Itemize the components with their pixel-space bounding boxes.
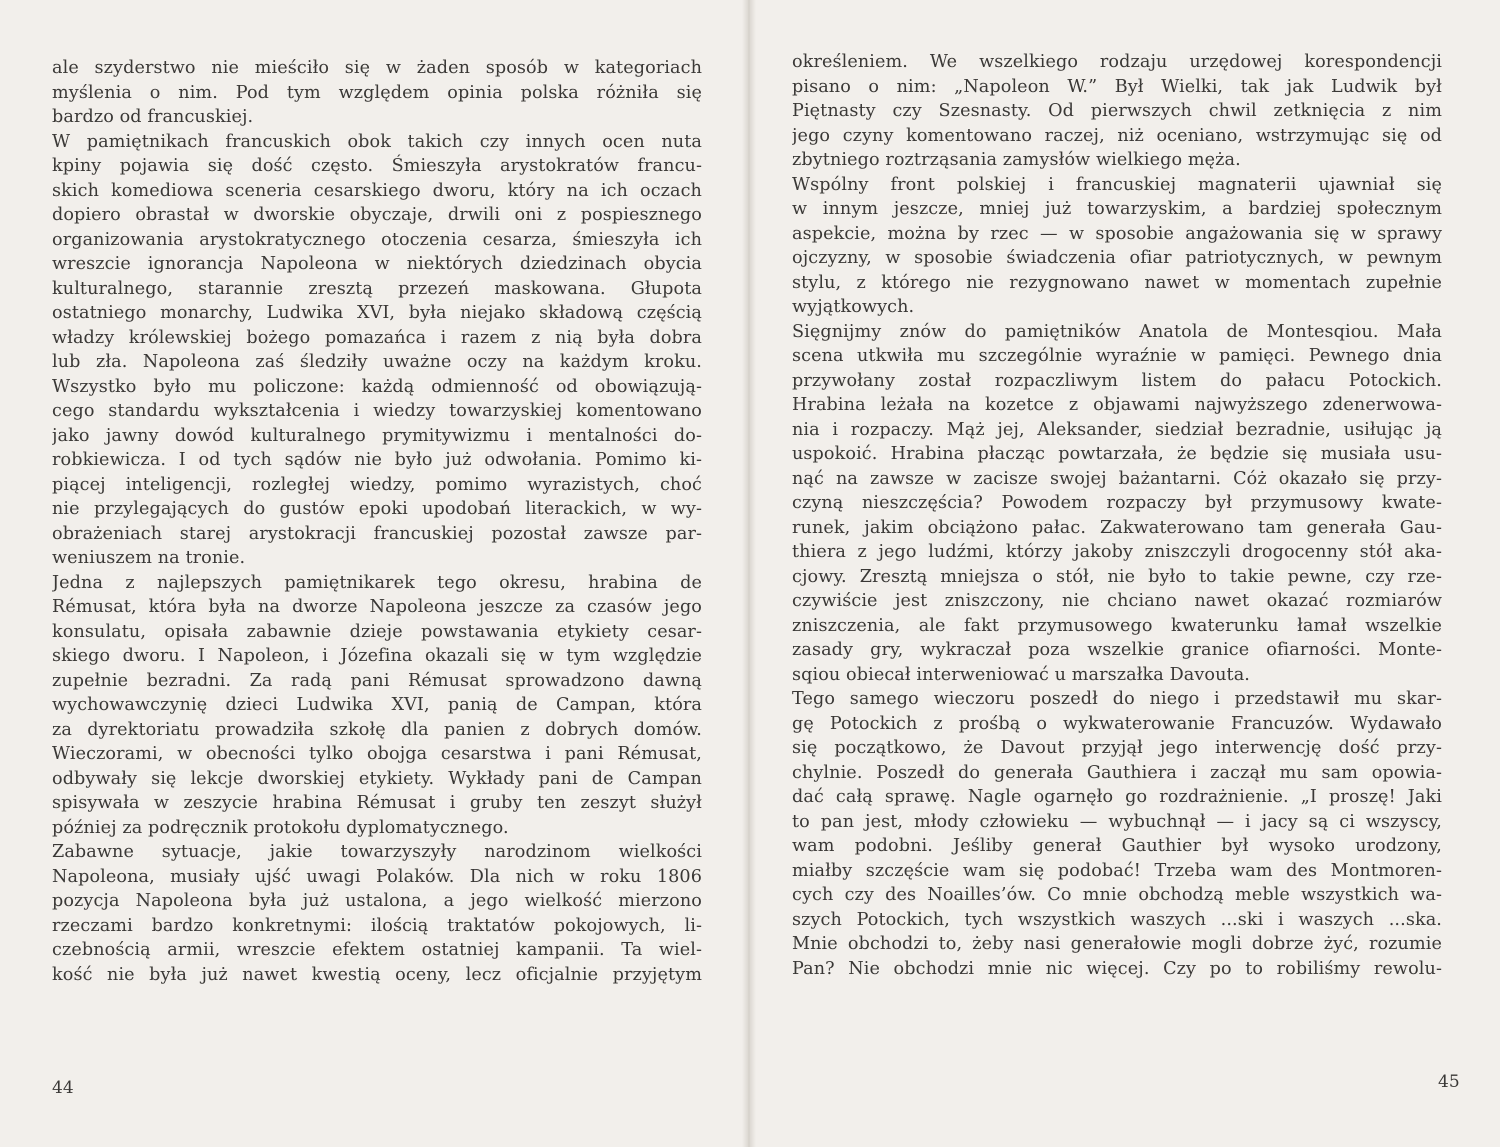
right-page (748, 0, 1500, 1147)
text-line: runek, jakim obciążono pałac. Zakwaterowano tam generała Gau- (792, 517, 1442, 538)
text-line: zupełnie bezradni. Za radą pani Rémusat sprowadzono dawną (52, 670, 702, 691)
left-page-number: 44 (52, 1078, 74, 1098)
text-line: wychowawczynię dzieci Ludwika XVI, panią de Campan, która (52, 695, 702, 715)
text-line: później za podręcznik protokołu dyplomatycznego. (52, 817, 509, 838)
text-line: dać całą sprawę. Nagle ogarnęło go rozdrażnienie. „I proszę! Jaki (792, 787, 1442, 807)
text-line: skich komediowa sceneria cesarskiego dworu, który na ich oczach (52, 180, 702, 201)
left-page (0, 0, 748, 1147)
book-gutter (742, 0, 756, 1147)
text-line: odbywały się lekcje dworskiej etykiety. Wykłady pani de Campan (52, 768, 702, 789)
text-line: nie przylegających do gustów epoki upodobań literackich, w wy- (52, 499, 702, 519)
text-line: nąć na zawsze w zacisze swojej bażantarni. Cóż okazało się przy- (792, 468, 1442, 489)
text-line: piącej inteligencji, rozległej wiedzy, pomimo wyrazistych, choć (52, 474, 702, 495)
text-line: Sięgnijmy znów do pamiętników Anatola de Montesqiou. Mała (792, 321, 1442, 342)
text-line: czywiście jest zniszczony, nie chciano nawet okazać rozmiarów (792, 591, 1442, 611)
text-line: weniuszem na tronie. (52, 548, 246, 568)
text-line: władzy królewskiej bożego pomazańca i razem z nią była dobra (52, 327, 702, 348)
text-line: obrażeniach starej arystokracji francuskiej pozostał zawsze par- (52, 523, 702, 544)
text-line: się początkowo, że Davout przyjął jego interwencję dość przy- (792, 738, 1442, 758)
text-line: przywołany został rozpaczliwym listem do pałacu Potockich. (792, 370, 1442, 391)
text-line: aspekcie, można by rzec — w sposobie angażowania się w sprawy (792, 223, 1442, 244)
text-line: pisano o nim: „Napoleon W.” Był Wielki, tak jak Ludwik był (792, 76, 1442, 97)
text-line: Hrabina leżała na kozetce z objawami najwyższego zdenerwowa- (792, 395, 1442, 415)
text-line: jako jawny dowód kulturalnego prymitywizmu i mentalności do- (52, 425, 702, 446)
text-line: zniszczenia, ale fakt przymusowego kwaterunku łamał wszelkie (792, 615, 1442, 636)
text-line: konsulatu, opisała zabawnie dzieje powstawania etykiety cesar- (52, 621, 702, 642)
text-line: czebnością armii, wreszcie efektem ostatniej kampanii. Ta wiel- (52, 940, 702, 960)
text-line: kpiny pojawia się dość często. Śmieszyła arystokratów francu- (52, 156, 702, 176)
right-page-number: 45 (1438, 1072, 1460, 1092)
text-line: miałby szczęście wam się podobać! Trzeba wam des Montmoren- (792, 860, 1442, 881)
text-line: czyną nieszczęścia? Powodem rozpaczy był przymusowy kwate- (792, 493, 1442, 513)
text-line: zasady gry, wykraczał poza wszelkie granice ofiarności. Monte- (792, 640, 1442, 660)
text-line: uspokoić. Hrabina płacząc powtarzała, że będzie się musiała usu- (792, 444, 1442, 464)
text-line: lub zła. Napoleona zaś śledziły uważne oczy na każdym kroku. (52, 352, 702, 372)
text-line: thiera z jego ludźmi, którzy jakoby zniszczyli drogocenny stół aka- (792, 542, 1442, 562)
text-line: dopiero obrastał w dworskie obyczaje, drwili oni z pospiesznego (52, 205, 702, 225)
text-line: gę Potockich z prośbą o wykwaterowanie Francuzów. Wydawało (792, 713, 1442, 734)
text-line: myślenia o nim. Pod tym względem opinia polska różniła się (52, 82, 702, 103)
text-line: cjowy. Zresztą mniejsza o stół, nie było to takie pewne, czy rze- (792, 566, 1442, 587)
text-line: Wszystko było mu policzone: każdą odmienność od obowiązują- (52, 376, 702, 397)
text-line: rzeczami bardzo konkretnymi: ilością traktatów pokojowych, li- (52, 915, 702, 936)
text-line: za dyrektoriatu prowadziła szkołę dla panien z dobrych domów. (52, 719, 702, 740)
text-line: Piętnasty czy Szesnasty. Od pierwszych chwil zetknięcia z nim (792, 101, 1442, 121)
text-line: jego czyny komentowano raczej, niż oceniano, wstrzymując się od (792, 125, 1442, 146)
text-line: stylu, z którego nie rezygnowano nawet w momentach zupełnie (792, 272, 1442, 293)
text-line: wreszcie ignorancja Napoleona w niektórych dziedzinach obycia (52, 254, 702, 274)
text-line: robkiewicza. I od tych sądów nie było już odwołania. Pomimo ki- (52, 450, 702, 470)
text-line: W pamiętnikach francuskich obok takich czy innych ocen nuta (52, 131, 702, 152)
text-line: Wieczorami, w obecności tylko obojga cesarstwa i pani Rémusat, (52, 744, 702, 764)
text-line: szych Potockich, tych wszystkich waszych ...ski i waszych ...ska. (792, 909, 1442, 930)
text-line: spisywała w zeszycie hrabina Rémusat i gruby ten zeszyt służył (52, 793, 702, 813)
text-line: cych czy des Noailles’ów. Co mnie obchodzą meble wszystkich wa- (792, 885, 1442, 905)
text-line: Jedna z najlepszych pamiętnikarek tego okresu, hrabina de (52, 572, 702, 593)
text-line: skiego dworu. I Napoleon, i Józefina okazali się w tym względzie (52, 646, 702, 666)
text-line: scena utkwiła mu szczególnie wyraźnie w pamięci. Pewnego dnia (792, 346, 1442, 366)
text-line: ojczyzny, w sposobie świadczenia ofiar patriotycznych, w pewnym (792, 248, 1442, 268)
right-page-text (792, 50, 1442, 981)
text-line: kość nie była już nawet kwestią oceny, lecz oficjalnie przyjętym (52, 964, 702, 985)
text-line: Napoleona, musiały ujść uwagi Polaków. Dla nich w roku 1806 (52, 866, 702, 887)
text-line: kulturalnego, starannie zresztą przezeń maskowana. Głupota (52, 278, 702, 299)
text-line: zbytniego roztrząsania zamysłów wielkiego męża. (792, 150, 1241, 170)
text-line: Pan? Nie obchodzi mnie nic więcej. Czy po to robiliśmy rewolu- (792, 958, 1442, 979)
text-line: pozycja Napoleona była już ustalona, a jego wielkość mierzono (52, 891, 702, 911)
text-line: ostatniego monarchy, Ludwika XVI, była niejako składową częścią (52, 303, 702, 323)
text-line: wyjątkowych. (792, 297, 915, 317)
text-line: organizowania arystokratycznego otoczenia cesarza, śmieszyła ich (52, 229, 702, 250)
left-page-text (52, 56, 702, 987)
text-line: chylnie. Poszedł do generała Gauthiera i zaczął mu sam opowia- (792, 762, 1442, 783)
text-line: Rémusat, która była na dworze Napoleona jeszcze za czasów jego (52, 597, 702, 617)
text-line: wam podobni. Jeśliby generał Gauthier był wysoko urodzony, (792, 836, 1442, 856)
text-line: w innym jeszcze, mniej już towarzyskim, a bardziej społecznym (792, 199, 1442, 219)
text-line: Tego samego wieczoru poszedł do niego i przedstawił mu skar- (792, 689, 1442, 709)
text-line: bardzo od francuskiej. (52, 107, 254, 127)
text-line: ale szyderstwo nie mieściło się w żaden sposób w kategoriach (52, 58, 702, 78)
text-line: Zabawne sytuacje, jakie towarzyszyły narodzinom wielkości (52, 842, 702, 862)
text-line: Wspólny front polskiej i francuskiej magnaterii ujawniał się (792, 174, 1442, 195)
text-line: cego standardu wykształcenia i wiedzy towarzyskiej komentowano (52, 401, 702, 421)
text-line: określeniem. We wszelkiego rodzaju urzędowej korespondencji (792, 52, 1442, 72)
text-line: sqiou obiecał interweniować u marszałka Davouta. (792, 664, 1250, 685)
text-line: nia i rozpaczy. Mąż jej, Aleksander, siedział bezradnie, usiłując ją (792, 419, 1442, 440)
text-line: Mnie obchodzi to, żeby nasi generałowie mogli dobrze żyć, rozumie (792, 934, 1442, 954)
text-line: to pan jest, młody człowieku — wybuchnął — i jacy są ci wszyscy, (792, 811, 1442, 832)
